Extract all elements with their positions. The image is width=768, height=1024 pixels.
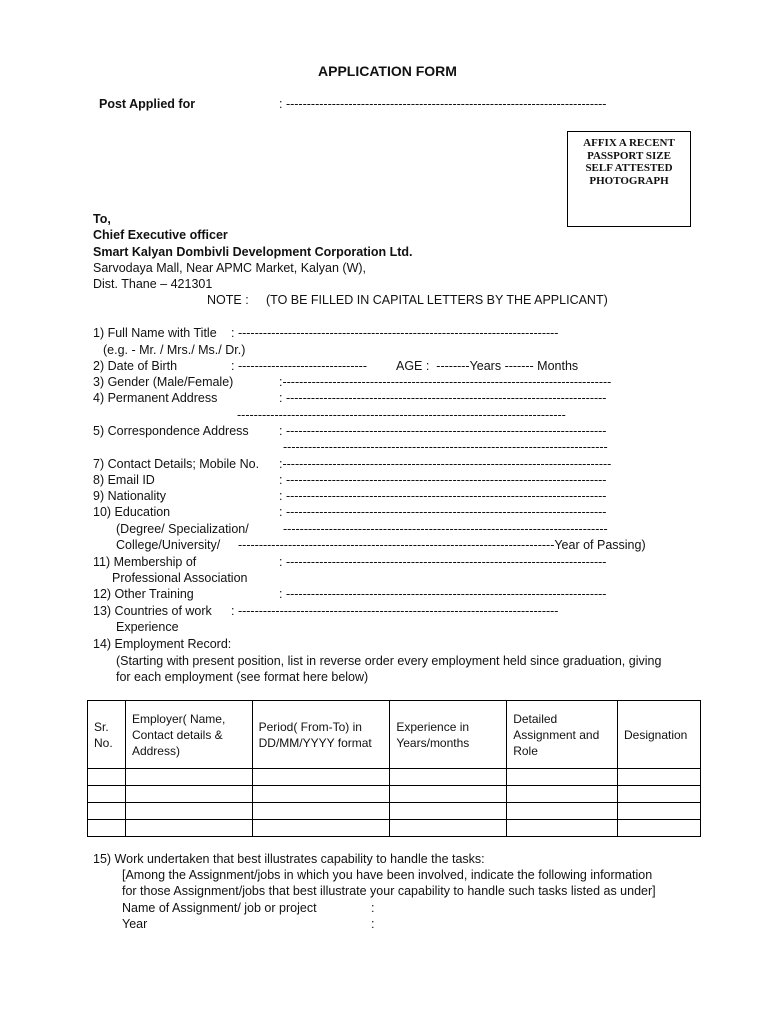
section15-desc-2: for those Assignment/jobs that best illustrate your capability to handle such tasks listed as under] — [122, 884, 656, 898]
employment-label: 14) Employment Record: — [93, 637, 232, 651]
corr-address-field[interactable]: : ----------------------------------------------------------------------------- — [279, 424, 607, 438]
table-cell[interactable] — [88, 786, 126, 803]
education-label: 10) Education — [93, 505, 171, 519]
address-line1: Sarvodaya Mall, Near APMC Market, Kalyan (W), — [93, 261, 366, 275]
table-cell[interactable] — [88, 803, 126, 820]
gender-label: 3) Gender (Male/Female) — [93, 375, 234, 389]
address-officer: Chief Executive officer — [93, 228, 228, 242]
table-cell[interactable] — [252, 803, 390, 820]
note-text: (TO BE FILLED IN CAPITAL LETTERS BY THE APPLICANT) — [266, 293, 608, 307]
email-label: 8) Email ID — [93, 473, 155, 487]
table-cell[interactable] — [125, 786, 252, 803]
assignment-name-colon[interactable]: : — [371, 901, 375, 915]
membership-label: 11) Membership of — [93, 555, 197, 569]
table-cell[interactable] — [507, 769, 618, 786]
membership-field[interactable]: : ----------------------------------------------------------------------------- — [279, 555, 607, 569]
header-employer: Employer( Name, Contact details & Address) — [125, 701, 252, 769]
prof-assoc-label: Professional Association — [112, 571, 248, 585]
photo-box-line: PHOTOGRAPH — [589, 174, 669, 187]
nationality-field[interactable]: : ----------------------------------------------------------------------------- — [279, 489, 607, 503]
perm-address-field-2[interactable]: ------------------------------------------------------------------------------- — [237, 408, 566, 422]
year-label: Year — [122, 917, 148, 931]
employment-table — [87, 700, 701, 837]
dob-field[interactable]: : ------------------------------- — [231, 359, 367, 373]
college-field[interactable]: ----------------------------------------------------------------------------Year of Passing) — [238, 538, 646, 552]
table-cell[interactable] — [125, 803, 252, 820]
college-label: College/University/ — [116, 538, 221, 552]
corr-address-field-2[interactable]: ------------------------------------------------------------------------------ — [283, 440, 608, 454]
table-cell[interactable] — [390, 820, 507, 837]
full-name-field[interactable]: : ----------------------------------------------------------------------------- — [231, 326, 559, 340]
email-field[interactable]: : ----------------------------------------------------------------------------- — [279, 473, 607, 487]
header-experience: Experience in Years/months — [390, 701, 507, 769]
perm-address-label: 4) Permanent Address — [93, 391, 218, 405]
address-to: To, — [93, 212, 111, 226]
other-training-field[interactable]: : ----------------------------------------------------------------------------- — [279, 587, 607, 601]
table-row — [88, 786, 701, 803]
full-name-example: (e.g. - Mr. / Mrs./ Ms./ Dr.) — [103, 343, 246, 357]
employment-desc-1: (Starting with present position, list in reverse order every employment held since graduation, giving — [116, 654, 662, 668]
table-cell[interactable] — [617, 803, 700, 820]
countries-field[interactable]: : ----------------------------------------------------------------------------- — [231, 604, 559, 618]
table-cell[interactable] — [390, 803, 507, 820]
table-cell[interactable] — [125, 769, 252, 786]
table-cell[interactable] — [390, 769, 507, 786]
countries-label: 13) Countries of work — [93, 604, 212, 618]
table-cell[interactable] — [125, 820, 252, 837]
full-name-label: 1) Full Name with Title — [93, 326, 217, 340]
table-row — [88, 803, 701, 820]
photo-box — [567, 131, 691, 227]
table-cell[interactable] — [252, 820, 390, 837]
table-cell[interactable] — [252, 786, 390, 803]
table-row — [88, 820, 701, 837]
table-cell[interactable] — [390, 786, 507, 803]
degree-field[interactable]: ------------------------------------------------------------------------------ — [283, 522, 608, 536]
contact-field[interactable]: :------------------------------------------------------------------------------- — [279, 457, 612, 471]
photo-box-line: AFFIX A RECENT — [583, 137, 675, 149]
table-row — [88, 769, 701, 786]
header-assignment: Detailed Assignment and Role — [507, 701, 618, 769]
address-line2: Dist. Thane – 421301 — [93, 277, 213, 291]
table-cell[interactable] — [617, 786, 700, 803]
header-sr-no: Sr. No. — [88, 701, 126, 769]
age-field[interactable]: AGE : --------Years ------- Months — [396, 359, 579, 373]
table-cell[interactable] — [88, 820, 126, 837]
assignment-name-label: Name of Assignment/ job or project — [122, 901, 317, 915]
table-cell[interactable] — [507, 820, 618, 837]
table-cell[interactable] — [252, 769, 390, 786]
header-period: Period( From-To) in DD/MM/YYYY format — [252, 701, 390, 769]
other-training-label: 12) Other Training — [93, 587, 194, 601]
education-field[interactable]: : ----------------------------------------------------------------------------- — [279, 505, 607, 519]
section15-heading: 15) Work undertaken that best illustrates capability to handle the tasks: — [93, 852, 485, 866]
employment-desc-2: for each employment (see format here below) — [116, 670, 369, 684]
form-title: APPLICATION FORM — [318, 63, 457, 79]
table-cell[interactable] — [507, 803, 618, 820]
photo-box-line: PASSPORT SIZE — [587, 149, 671, 162]
experience-label: Experience — [116, 620, 179, 634]
header-designation: Designation — [617, 701, 700, 769]
dob-label: 2) Date of Birth — [93, 359, 178, 373]
perm-address-field[interactable]: : ----------------------------------------------------------------------------- — [279, 391, 607, 405]
year-colon[interactable]: : — [371, 917, 375, 931]
table-cell[interactable] — [88, 769, 126, 786]
post-applied-label: Post Applied for — [99, 97, 196, 111]
table-cell[interactable] — [617, 820, 700, 837]
contact-label: 7) Contact Details; Mobile No. — [93, 457, 260, 471]
nationality-label: 9) Nationality — [93, 489, 166, 503]
gender-field[interactable]: :------------------------------------------------------------------------------- — [279, 375, 612, 389]
post-applied-field[interactable]: : ----------------------------------------------------------------------------- — [279, 97, 607, 111]
address-corp: Smart Kalyan Dombivli Development Corporation Ltd. — [93, 245, 413, 259]
note-label: NOTE : — [207, 293, 249, 307]
photo-box-line: SELF ATTESTED — [585, 162, 673, 174]
table-cell[interactable] — [617, 769, 700, 786]
table-header-row — [88, 701, 701, 769]
section15-desc-1: [Among the Assignment/jobs in which you have been involved, indicate the following information — [122, 868, 653, 882]
table-cell[interactable] — [507, 786, 618, 803]
degree-label: (Degree/ Specialization/ — [116, 522, 249, 536]
corr-address-label: 5) Correspondence Address — [93, 424, 249, 438]
